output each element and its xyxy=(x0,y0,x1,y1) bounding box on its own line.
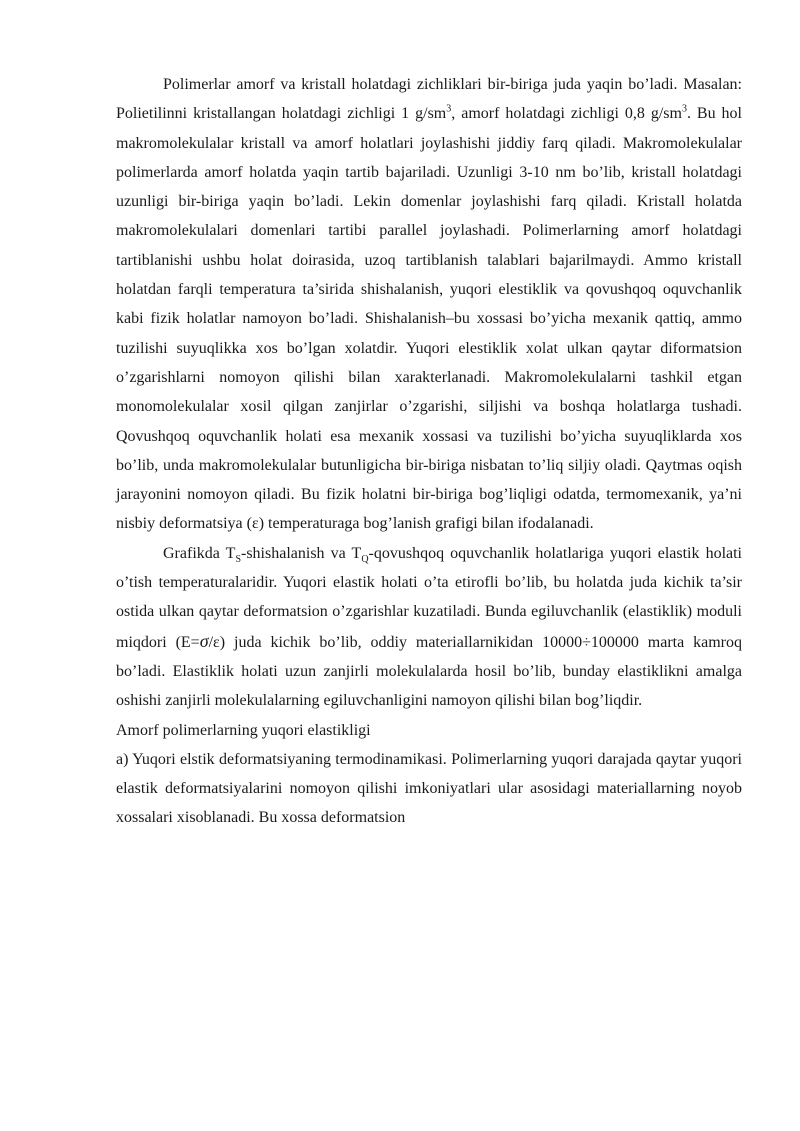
paragraph-1-text-c: . Bu hol makromolekulalar kristall va amorf holatlari joylashishi jiddiy farq qiladi. Makromolekulalar polimerlarda amorf holatda yaqin tartib bajariladi. Uzunligi 3-10 nm bo’lib, kristall holatdagi uzunligi bir-biriga yaqin bo’ladi. Lekin domenlar joylashishi farq qiladi. Kristall holatda makromolekulalari domenlari tartibi parallel joylashadi. Polimerlarning amorf holatdagi tartiblanishi ushbu holat doirasida, uzoq tartiblanish talablari bajarilmaydi. Ammo kristall holatdan farqli temperatura ta’sirida shishalanish, yuqori elestiklik va qovushqoq oquvchanlik kabi fizik holatlar namoyon bo’ladi. Shishalanish–bu xossasi bo’yicha mexanik qattiq, ammo tuzilishi suyuqlikka xos bo’lgan xolatdir. Yuqori elestiklik xolat ulkan qaytar diformatsion o’zgarishlarni nomoyon qilishi bilan xarakterlanadi. Makromolekulalarni tashkil etgan monomolekulalar xosil qilgan zanjirlar o’zgarishi, siljishi va boshqa holatlarga tushadi. Qovushqoq oquvchanlik holati esa mexanik xossasi va tuzilishi bo’yicha suyuqliklarda xos bo’lib, unda makromolekulalar butunligicha bir-biriga nisbatan to’liq siljiy oladi. Qaytmas oqish jarayonini nomoyon qiladi. Bu fizik holatni bir-biriga bog’liqligi odatda, termomexanik, ya’ni nisbiy deformatsiya (ε) temperaturaga bog’lanish grafigi bilan ifodalanadi. xyxy=(116,105,742,533)
paragraph-2-text-d: /ε) juda kichik bo’lib, oddiy materiallarnikidan 10000÷100000 marta kamroq bo’ladi. Elastiklik holati uzun zanjirli molekulalarda hosil bo’lib, bunday elastiklikni amalga oshishi zanjirli molekulalarning egiluvchanligini namoyon qilishi bilan bog’liqdir. xyxy=(116,633,742,710)
paragraph-2 xyxy=(116,539,742,716)
subscript-s: S xyxy=(235,553,241,565)
paragraph-2-text-b: -shishalanish va T xyxy=(241,544,362,562)
paragraph-1-text-a: Polimerlar amorf va kristall holatdagi zichliklari bir-biriga juda yaqin bo’ladi. Masalan: Polietilinni kristallangan holatdagi zichligi 1 g/sm xyxy=(116,76,742,123)
section-heading-text: Amorf polimerlarning yuqori elastikligi xyxy=(116,721,371,739)
paragraph-1 xyxy=(116,70,742,539)
superscript-cube: 3 xyxy=(681,103,687,115)
paragraph-3 xyxy=(116,745,742,833)
sigma-symbol: σ xyxy=(199,630,209,651)
paragraph-1-text-b: , amorf holatdagi zichligi 0,8 g/sm xyxy=(451,105,682,123)
section-heading xyxy=(116,716,742,745)
subscript-q: Q xyxy=(361,553,369,565)
paragraph-2-text-a: Grafikda T xyxy=(163,544,236,562)
document-page xyxy=(116,70,742,833)
paragraph-2-text-c: -qovushqoq oquvchanlik holatlariga yuqori elastik holati o’tish temperaturalaridir. Yuqori elastik holati o’ta etirofli bo’lib, bu holatda juda kichik ta’sir ostida ulkan qaytar deformatsion o’zgarishlar kuzatiladi. Bunda egiluvchanlik (elastiklik) moduli miqdori (E= xyxy=(116,544,743,651)
superscript-cube: 3 xyxy=(446,103,452,115)
paragraph-3-text: a) Yuqori elstik deformatsiyaning termodinamikasi. Polimerlarning yuqori darajada qaytar yuqori elastik deformatsiyalarini nomoyon qilishi imkoniyatlari ular asosidagi materiallarning noyob xossalari xisoblanadi. Bu xossa deformatsion xyxy=(116,750,742,827)
